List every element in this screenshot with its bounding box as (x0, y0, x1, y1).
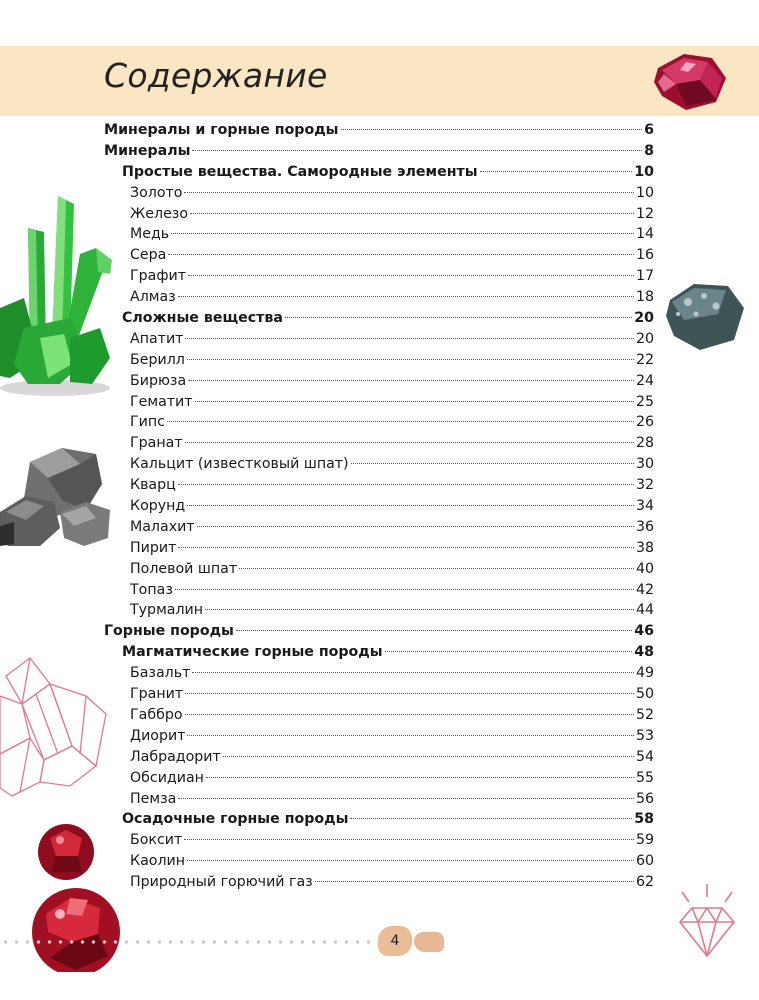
spotted-slate-stone-icon (664, 280, 748, 352)
toc-entry (104, 496, 654, 517)
toc-entry-page: 52 (635, 706, 654, 723)
toc-entry (104, 726, 654, 747)
toc-entry-title: Сера (130, 247, 167, 264)
toc-entry (104, 433, 654, 454)
toc-entry-page: 24 (635, 372, 654, 389)
toc-entry-page: 28 (635, 435, 654, 452)
toc-entry (104, 851, 654, 872)
toc-entry-page: 34 (635, 498, 654, 515)
toc-entry-title: Топаз (130, 581, 173, 598)
toc-entry-title: Полевой шпат (130, 560, 238, 577)
toc-entry-page: 55 (635, 769, 654, 786)
toc-leader-dots (385, 651, 633, 652)
toc-entry-page: 56 (635, 790, 654, 807)
toc-entry (104, 872, 654, 893)
toc-entry-title: Турмалин (130, 602, 204, 619)
toc-leader-dots (350, 818, 632, 819)
toc-leader-dots (185, 442, 634, 443)
toc-leader-dots (236, 630, 632, 631)
toc-entry-title: Простые вещества. Самородные элементы (122, 163, 478, 180)
toc-entry (104, 183, 654, 204)
table-of-contents (104, 120, 654, 893)
toc-entry-title: Осадочные горные породы (122, 811, 349, 828)
toc-entry-title: Минералы и горные породы (104, 122, 339, 138)
toc-entry-title: Гранат (130, 435, 183, 452)
toc-entry-page: 62 (635, 874, 654, 891)
toc-entry-page: 10 (634, 163, 654, 180)
toc-entry (104, 747, 654, 768)
toc-leader-dots (178, 296, 634, 297)
toc-entry (104, 287, 654, 308)
toc-leader-dots (178, 484, 634, 485)
toc-entry-page: 12 (635, 205, 654, 222)
toc-leader-dots (167, 421, 634, 422)
toc-entry (104, 371, 654, 392)
toc-entry-title: Гематит (130, 393, 193, 410)
toc-entry (104, 141, 654, 162)
toc-entry (104, 705, 654, 726)
toc-leader-dots (192, 150, 642, 151)
toc-entry-title: Пемза (130, 790, 177, 807)
toc-entry-page: 18 (635, 289, 654, 306)
toc-entry-title: Боксит (130, 832, 183, 849)
toc-entry-page: 30 (635, 456, 654, 473)
toc-entry-page: 59 (635, 832, 654, 849)
toc-leader-dots (185, 338, 634, 339)
toc-entry-title: Корунд (130, 498, 186, 515)
toc-entry-title: Железо (130, 205, 189, 222)
toc-entry-title: Пирит (130, 539, 177, 556)
toc-entry (104, 517, 654, 538)
toc-leader-dots (171, 233, 634, 234)
toc-entry-page: 14 (635, 226, 654, 243)
toc-entry (104, 580, 654, 601)
toc-leader-dots (185, 693, 634, 694)
toc-entry-page: 40 (635, 560, 654, 577)
dotted-divider (0, 940, 380, 944)
toc-entry-title: Природный горючий газ (130, 874, 313, 891)
toc-entry (104, 830, 654, 851)
toc-entry (104, 559, 654, 580)
toc-entry (104, 204, 654, 225)
toc-entry-page: 46 (634, 623, 654, 640)
toc-entry-page: 53 (635, 727, 654, 744)
toc-leader-dots (480, 171, 633, 172)
toc-entry-page: 25 (635, 393, 654, 410)
toc-entry-page: 6 (644, 122, 654, 138)
toc-entry (104, 454, 654, 475)
page-title: Содержание (104, 56, 328, 95)
toc-leader-dots (341, 129, 643, 130)
toc-leader-dots (192, 672, 634, 673)
toc-leader-dots (206, 777, 634, 778)
toc-entry-page: 49 (635, 665, 654, 682)
toc-entry-page: 48 (634, 644, 654, 661)
toc-entry-page: 16 (635, 247, 654, 264)
toc-entry-title: Каолин (130, 853, 186, 870)
toc-entry-title: Базальт (130, 665, 191, 682)
crystal-outline-icon (0, 656, 112, 806)
toc-leader-dots (175, 589, 634, 590)
toc-entry-page: 8 (644, 142, 654, 159)
ruby-crystal-icon (650, 50, 730, 112)
toc-entry-page: 20 (635, 330, 654, 347)
toc-entry (104, 621, 654, 642)
toc-leader-dots (351, 463, 634, 464)
toc-leader-dots (187, 735, 633, 736)
toc-entry-page: 54 (635, 748, 654, 765)
toc-entry (104, 308, 654, 329)
toc-leader-dots (188, 275, 634, 276)
toc-leader-dots (197, 526, 634, 527)
toc-leader-dots (188, 380, 634, 381)
toc-entry-page: 60 (635, 853, 654, 870)
emerald-crystal-cluster-icon (0, 188, 120, 398)
toc-entry-title: Диорит (130, 727, 186, 744)
toc-entry-page: 36 (635, 518, 654, 535)
toc-entry-page: 38 (635, 539, 654, 556)
toc-leader-dots (223, 756, 634, 757)
toc-entry (104, 392, 654, 413)
toc-entry (104, 538, 654, 559)
toc-entry-page: 50 (635, 686, 654, 703)
toc-entry (104, 600, 654, 621)
toc-entry-title: Медь (130, 226, 170, 243)
toc-entry-page: 17 (635, 268, 654, 285)
toc-entry-page: 44 (635, 602, 654, 619)
toc-entry-page: 10 (635, 184, 654, 201)
toc-leader-dots (187, 359, 634, 360)
toc-entry-title: Кварц (130, 477, 176, 494)
toc-entry-title: Бирюза (130, 372, 187, 389)
toc-leader-dots (185, 714, 634, 715)
toc-entry-page: 22 (635, 351, 654, 368)
grey-rocks-icon (0, 448, 112, 548)
toc-entry-title: Габбро (130, 706, 183, 723)
toc-leader-dots (285, 317, 632, 318)
toc-entry-title: Берилл (130, 351, 185, 368)
pebble-decoration (414, 932, 444, 952)
toc-entry (104, 350, 654, 371)
toc-leader-dots (184, 192, 633, 193)
toc-leader-dots (315, 881, 634, 882)
toc-leader-dots (239, 568, 634, 569)
toc-entry-page: 58 (634, 811, 654, 828)
toc-entry (104, 266, 654, 287)
toc-entry (104, 224, 654, 245)
toc-entry-title: Алмаз (130, 289, 176, 306)
toc-leader-dots (187, 505, 634, 506)
toc-leader-dots (187, 860, 634, 861)
toc-leader-dots (168, 254, 634, 255)
diamond-outline-icon (672, 884, 742, 960)
toc-entry (104, 475, 654, 496)
toc-entry-title: Гипс (130, 414, 165, 431)
toc-entry-page: 26 (635, 414, 654, 431)
toc-entry-title: Обсидиан (130, 769, 204, 786)
toc-leader-dots (178, 547, 634, 548)
page-number: 4 (378, 926, 412, 956)
toc-entry-page: 20 (634, 310, 654, 327)
toc-entry-title: Сложные вещества (122, 310, 283, 327)
toc-entry (104, 245, 654, 266)
toc-entry (104, 120, 654, 141)
toc-leader-dots (195, 401, 634, 402)
toc-entry-title: Магматические горные породы (122, 644, 383, 661)
toc-entry-page: 32 (635, 477, 654, 494)
toc-entry-title: Горные породы (104, 623, 234, 640)
toc-entry (104, 809, 654, 830)
toc-entry-title: Графит (130, 268, 186, 285)
toc-entry (104, 684, 654, 705)
toc-entry (104, 412, 654, 433)
toc-entry-page: 42 (635, 581, 654, 598)
toc-leader-dots (190, 213, 634, 214)
toc-entry (104, 329, 654, 350)
toc-entry-title: Минералы (104, 142, 191, 159)
toc-leader-dots (178, 798, 634, 799)
toc-entry-title: Кальцит (известковый шпат) (130, 456, 349, 473)
toc-entry (104, 663, 654, 684)
toc-entry-title: Апатит (130, 330, 184, 347)
toc-entry (104, 789, 654, 810)
toc-leader-dots (205, 609, 634, 610)
toc-entry (104, 162, 654, 183)
toc-entry (104, 768, 654, 789)
toc-entry-title: Малахит (130, 518, 195, 535)
toc-entry (104, 642, 654, 663)
toc-entry-title: Золото (130, 184, 183, 201)
toc-entry-title: Гранит (130, 686, 184, 703)
toc-leader-dots (184, 839, 634, 840)
toc-entry-title: Лабрадорит (130, 748, 221, 765)
